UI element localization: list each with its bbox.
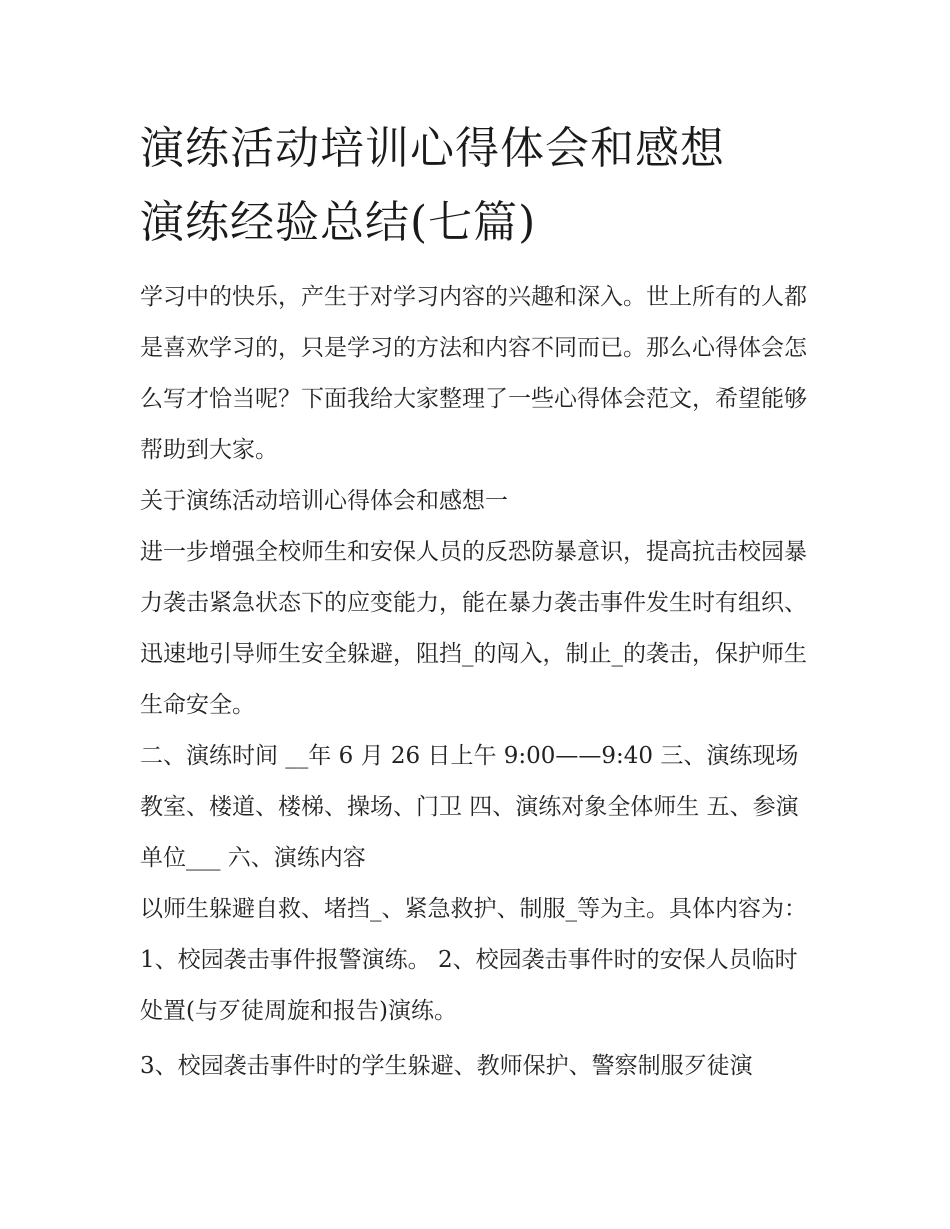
schedule-paragraph: 二、演练时间 __年 6 月 26 日上午 9:00——9:40 三、演练现场教室、楼道、楼梯、操场、门卫 四、演练对象全体师生 五、参演单位___ 六、演练内容 [140,743,799,871]
drill-item-paragraph: 3、校园袭击事件时的学生躲避、教师保护、警察制服歹徒演 [140,1053,753,1079]
section-heading: 关于演练活动培训心得体会和感想一 [140,488,508,514]
document-body [140,272,820,1092]
intro-paragraph: 学习中的快乐，产生于对学习内容的兴趣和深入。世上所有的人都是喜欢学习的，只是学习的方法和内容不同而已。那么心得体会怎么写才恰当呢？下面我给大家整理了一些心得体会范文，希望能够帮助到大家。 [140,284,807,463]
title-line-2: 演练经验总结(七篇) [140,197,537,248]
purpose-paragraph: 进一步增强全校师生和安保人员的反恐防暴意识，提高抗击校园暴力袭击紧急状态下的应变能力，能在暴力袭击事件发生时有组织、迅速地引导师生安全躲避，阻挡_的闯入，制止_的袭击，保护师生生命安全。 [140,539,807,718]
title-line-1: 演练活动培训心得体会和感想 [140,123,725,174]
document-content [140,112,820,1092]
document-title [140,112,820,260]
content-paragraph: 以师生躲避自救、堵挡_、紧急救护、制服_等为主。具体内容为： 1、校园袭击事件报警演练。 2、校园袭击事件时的安保人员临时处置(与歹徒周旋和报告)演练。 [140,896,807,1024]
